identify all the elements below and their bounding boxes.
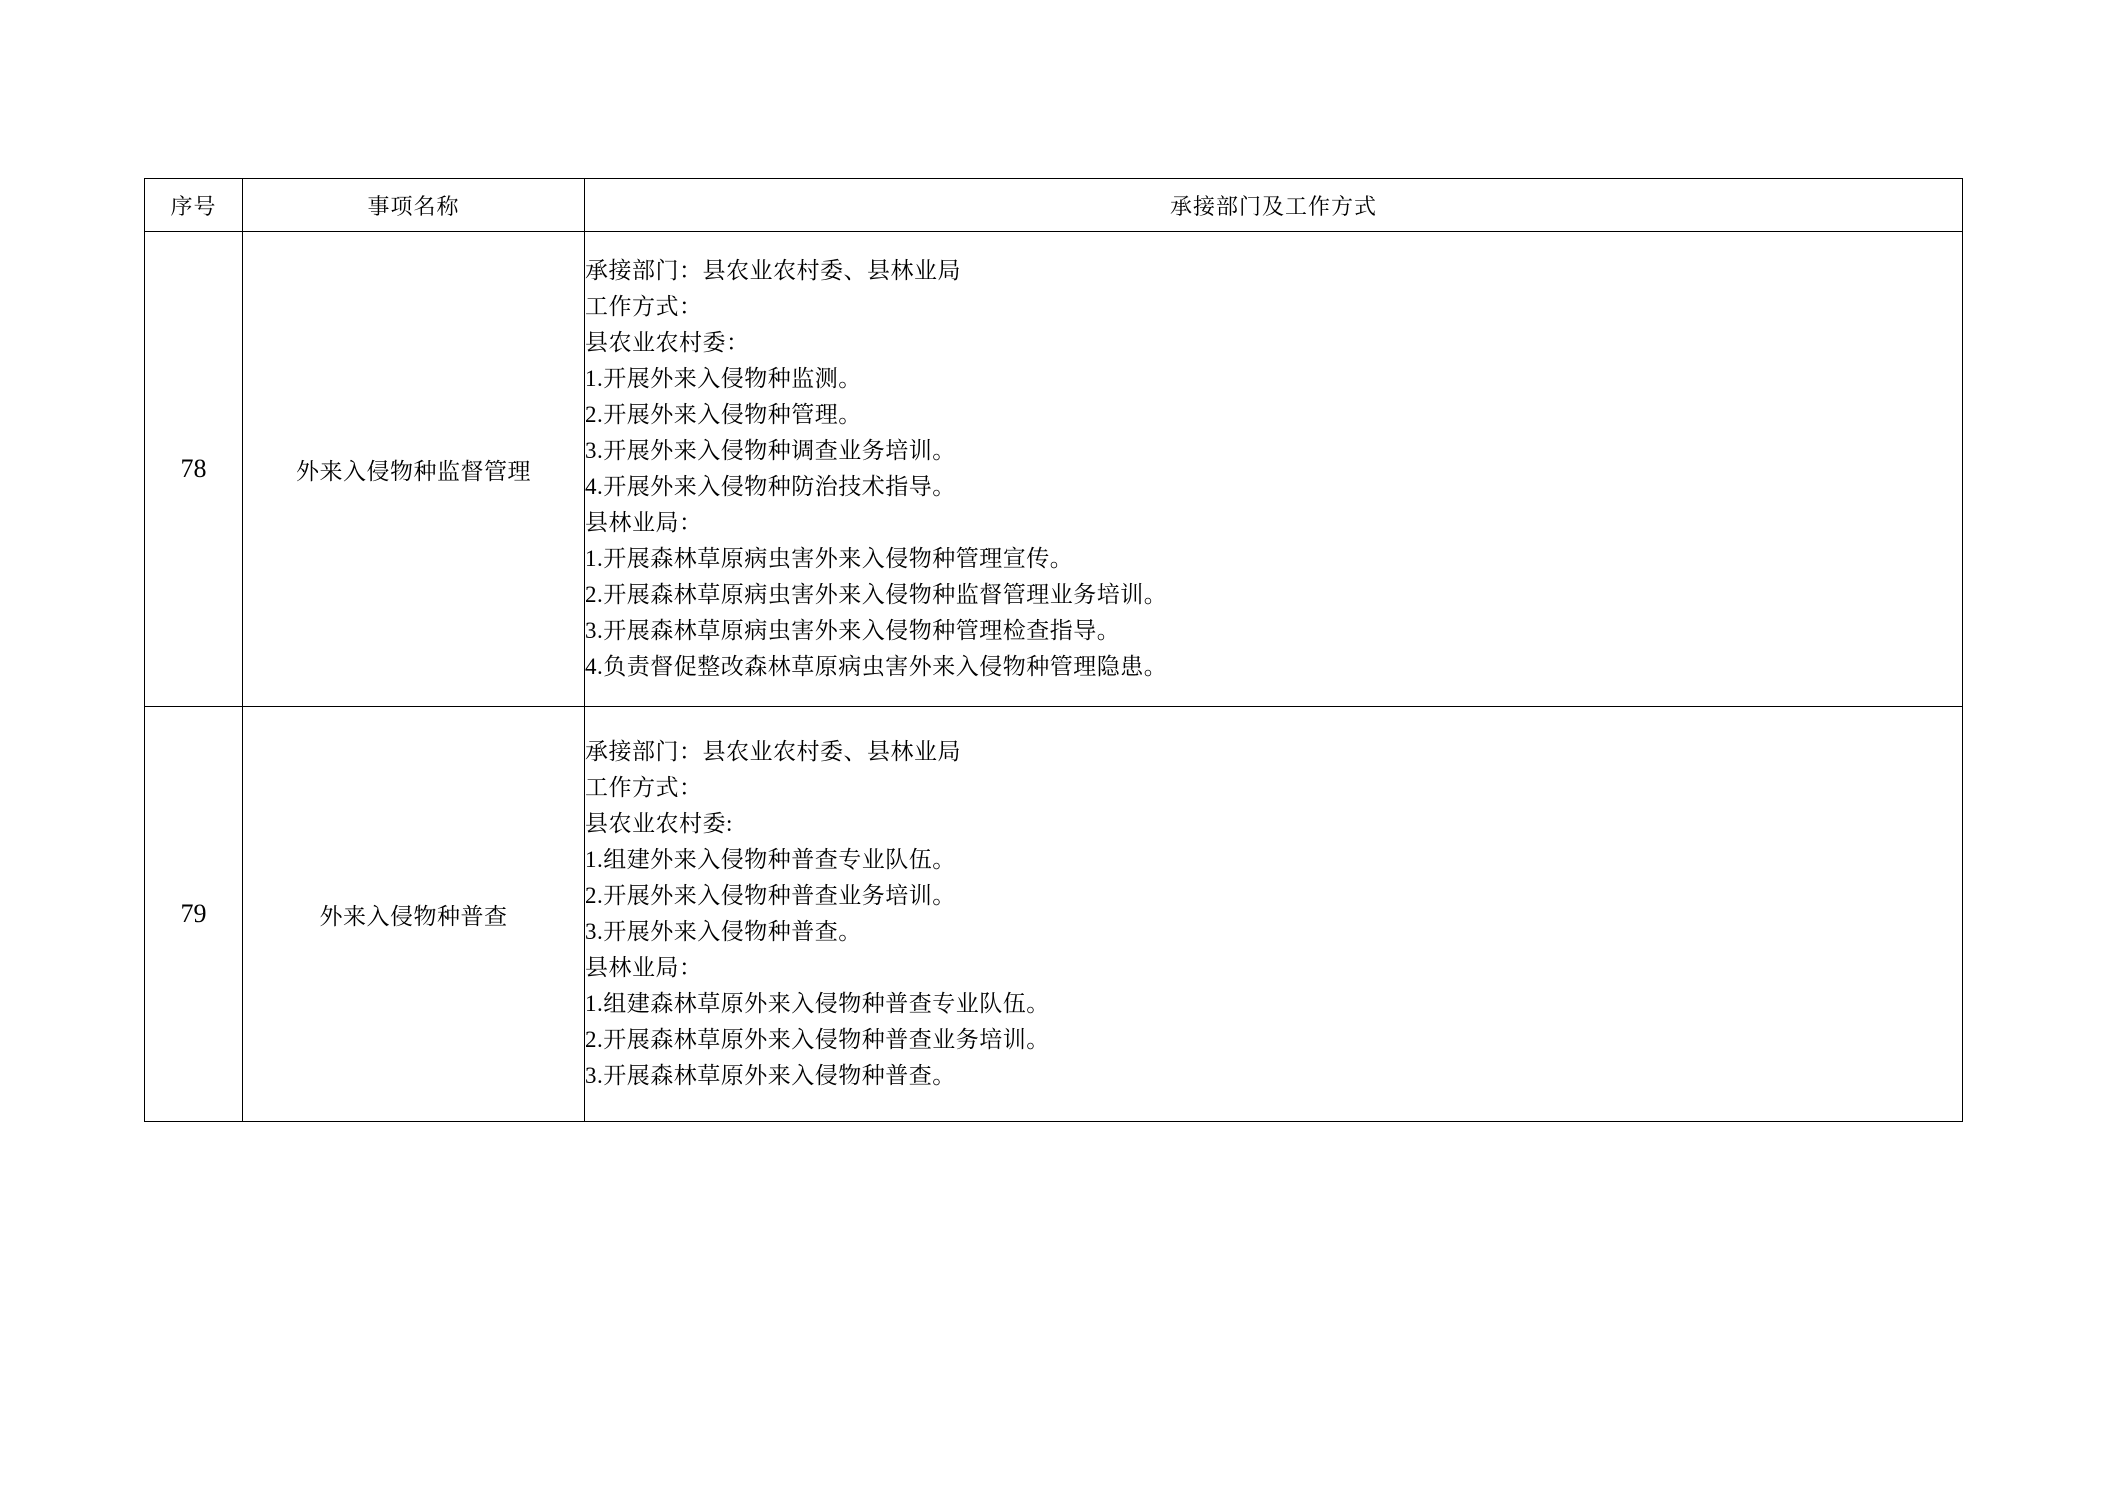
detail-line: 1.组建森林草原外来入侵物种普查专业队伍。 [585,991,1050,1016]
detail-line: 1.开展外来入侵物种监测。 [585,366,862,391]
detail-line: 承接部门：县农业农村委、县林业局 [585,739,961,764]
detail-line: 2.开展森林草原病虫害外来入侵物种监督管理业务培训。 [585,582,1168,607]
detail-line: 2.开展森林草原外来入侵物种普查业务培训。 [585,1027,1050,1052]
detail-line: 3.开展森林草原外来入侵物种普查。 [585,1063,956,1088]
detail-line: 县林业局： [585,510,703,535]
column-header-department-and-method: 承接部门及工作方式 [585,179,1963,232]
detail-line: 县林业局： [585,955,703,980]
column-header-item-name: 事项名称 [243,179,585,232]
detail-line: 1.组建外来入侵物种普查专业队伍。 [585,847,956,872]
table-row [145,707,1963,1122]
responsibilities-table [144,178,1963,1122]
row-sequence-number: 78 [145,232,243,707]
detail-line: 3.开展外来入侵物种调查业务培训。 [585,438,956,463]
detail-line: 3.开展外来入侵物种普查。 [585,919,862,944]
detail-line: 县农业农村委： [585,330,750,355]
detail-line: 承接部门：县农业农村委、县林业局 [585,258,961,283]
detail-line: 2.开展外来入侵物种普查业务培训。 [585,883,956,908]
detail-line: 2.开展外来入侵物种管理。 [585,402,862,427]
row-item-name: 外来入侵物种监督管理 [243,232,585,707]
row-sequence-number: 79 [145,707,243,1122]
table-row [145,232,1963,707]
detail-line: 工作方式： [585,294,703,319]
detail-line: 4.开展外来入侵物种防治技术指导。 [585,474,956,499]
column-header-sequence: 序号 [145,179,243,232]
detail-line: 县农业农村委: [585,811,733,836]
detail-line: 1.开展森林草原病虫害外来入侵物种管理宣传。 [585,546,1074,571]
detail-line: 工作方式： [585,775,703,800]
row-department-and-method [585,232,1963,707]
row-department-and-method [585,707,1963,1122]
detail-line: 3.开展森林草原病虫害外来入侵物种管理检查指导。 [585,618,1121,643]
table-header-row [145,179,1963,232]
detail-line: 4.负责督促整改森林草原病虫害外来入侵物种管理隐患。 [585,654,1168,679]
row-item-name: 外来入侵物种普查 [243,707,585,1122]
